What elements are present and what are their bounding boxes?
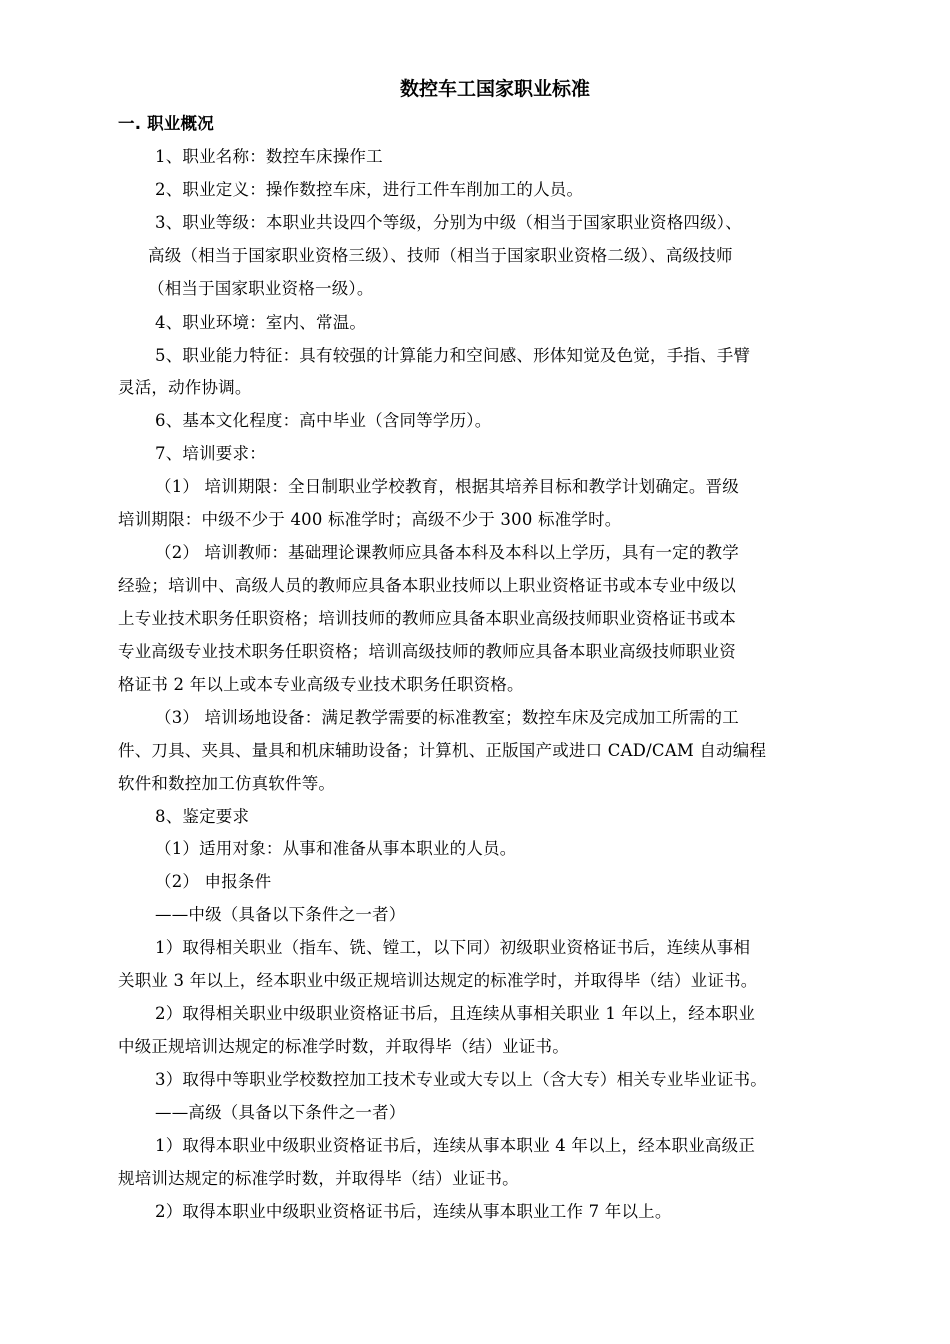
paragraph-line: 3）取得中等职业学校数控加工技术专业或大专以上（含大专）相关专业毕业证书。	[155, 1070, 767, 1089]
paragraph-line: 7、培训要求：	[155, 444, 266, 463]
paragraph-line: 1、职业名称：数控车床操作工	[155, 147, 383, 166]
paragraph-line: 1）取得本职业中级职业资格证书后，连续从事本职业 4 年以上，经本职业高级正	[155, 1136, 756, 1155]
document-title: 数控车工国家职业标准	[399, 78, 590, 100]
paragraph-line: （1）适用对象：从事和准备从事本职业的人员。	[155, 839, 517, 858]
paragraph-line: 6、基本文化程度：高中毕业（含同等学历）。	[155, 411, 492, 430]
paragraph-line: 2）取得相关职业中级职业资格证书后，且连续从事相关职业 1 年以上，经本职业	[155, 1004, 756, 1023]
paragraph-line: 高级（相当于国家职业资格三级）、技师（相当于国家职业资格二级）、高级技师	[148, 246, 733, 265]
paragraph-line: 规培训达规定的标准学时数，并取得毕（结）业证书。	[118, 1169, 519, 1188]
paragraph-line: 2）取得本职业中级职业资格证书后，连续从事本职业工作 7 年以上。	[155, 1202, 672, 1221]
paragraph-line: 灵活，动作协调。	[118, 378, 252, 397]
paragraph-line: 经验；培训中、高级人员的教师应具备本职业技师以上职业资格证书或本专业中级以	[118, 576, 736, 595]
paragraph-line: 3、职业等级：本职业共设四个等级，分别为中级（相当于国家职业资格四级）、	[155, 213, 742, 232]
paragraph-line: 5、职业能力特征：具有较强的计算能力和空间感、形体知觉及色觉，手指、手臂	[155, 346, 751, 365]
paragraph-line: 4、职业环境：室内、常温。	[155, 313, 367, 332]
paragraph-line: 中级正规培训达规定的标准学时数，并取得毕（结）业证书。	[118, 1037, 569, 1056]
paragraph-line: 关职业 3 年以上，经本职业中级正规培训达规定的标准学时，并取得毕（结）业证书。	[118, 971, 758, 990]
paragraph-line: （相当于国家职业资格一级）。	[148, 279, 374, 298]
paragraph-line: 软件和数控加工仿真软件等。	[118, 774, 336, 793]
paragraph-line: ——中级（具备以下条件之一者）	[155, 905, 406, 924]
paragraph-line: （3） 培训场地设备：满足教学需要的标准教室；数控车床及完成加工所需的工	[155, 708, 739, 727]
paragraph-line: （2） 申报条件	[155, 872, 272, 891]
section-heading: 一. 职业概况	[118, 114, 214, 133]
paragraph-line: 2、职业定义：操作数控车床，进行工件车削加工的人员。	[155, 180, 584, 199]
paragraph-line: ——高级（具备以下条件之一者）	[155, 1103, 406, 1122]
paragraph-line: 格证书 2 年以上或本专业高级专业技术职务任职资格。	[118, 675, 524, 694]
paragraph-line: （2） 培训教师：基础理论课教师应具备本科及本科以上学历，具有一定的教学	[155, 543, 739, 562]
paragraph-line: 1）取得相关职业（指车、铣、镗工，以下同）初级职业资格证书后，连续从事相	[155, 938, 751, 957]
paragraph-line: 上专业技术职务任职资格；培训技师的教师应具备本职业高级技师职业资格证书或本	[118, 609, 736, 628]
paragraph-line: 8、鉴定要求	[155, 807, 250, 826]
paragraph-line: 培训期限：中级不少于 400 标准学时；高级不少于 300 标准学时。	[118, 510, 622, 529]
paragraph-line: （1） 培训期限：全日制职业学校教育，根据其培养目标和教学计划确定。晋级	[155, 477, 739, 496]
paragraph-line: 专业高级专业技术职务任职资格；培训高级技师的教师应具备本职业高级技师职业资	[118, 642, 736, 661]
paragraph-line: 件、刀具、夹具、量具和机床辅助设备；计算机、正版国产或进口 CAD/CAM 自动编程	[118, 741, 767, 760]
